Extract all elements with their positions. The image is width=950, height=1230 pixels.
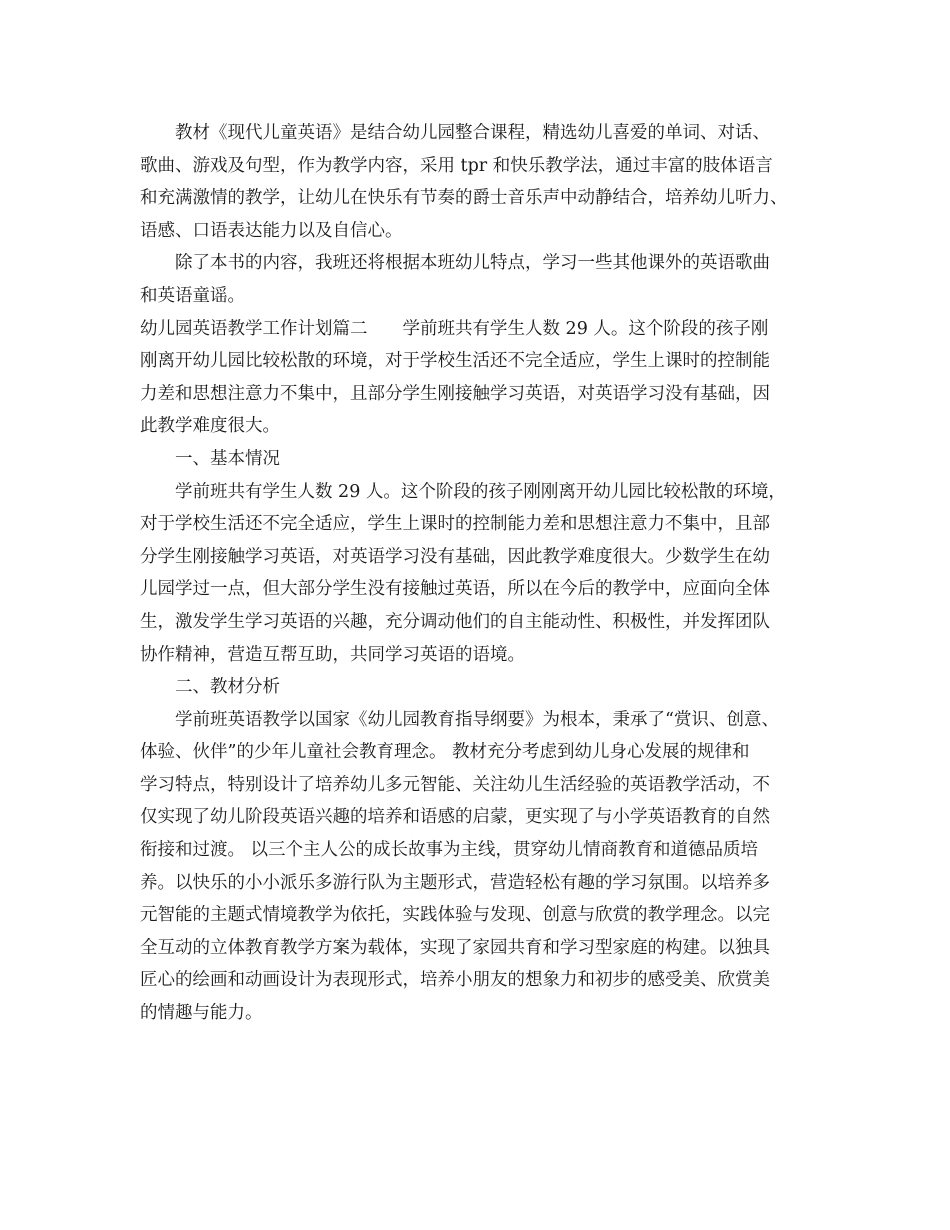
text-line: 语感、口语表达能力以及自信心。 [140, 220, 403, 241]
paragraph-plan-two [140, 313, 830, 443]
text-line: 学前班共有学生人数 29 人。这个阶段的孩子刚刚离开幼儿园比较松散的环境， [175, 481, 786, 502]
text-line: 体验、伙伴”的少年儿童社会教育理念。 教材充分考虑到幼儿身心发展的规律和 [140, 742, 750, 763]
text-line: 协作精神，营造互帮互助，共同学习英语的语境。 [140, 644, 525, 665]
text-line: 全互动的立体教育教学方案为载体，实现了家园共育和学习型家庭的构建。以独具 [140, 937, 770, 958]
text-line: 匠心的绘画和动画设计为表现形式，培养小朋友的想象力和初步的感受美、欣赏美 [140, 970, 770, 991]
paragraph-basic-situation [140, 476, 830, 672]
text-line: 和充满激情的教学，让幼儿在快乐有节奏的爵士音乐声中动静结合，培养幼儿听力、 [140, 188, 788, 209]
heading-textbook-analysis [140, 671, 830, 704]
text-line: 衔接和过渡。 以三个主人公的成长故事为主线，贯穿幼儿情商教育和道德品质培 [140, 840, 759, 861]
section-title: 幼儿园英语教学工作计划篇二 [140, 318, 368, 339]
heading-basic-situation [140, 443, 830, 476]
text-line: 学前班英语教学以国家《幼儿园教育指导纲要》为根本，秉承了“赏识、创意、 [175, 709, 779, 730]
text-line: 养。以快乐的小小派乐多游行队为主题形式，营造轻松有趣的学习氛围。以培养多 [140, 872, 770, 893]
text-line [140, 313, 830, 346]
text-line: 分学生刚接触学习英语，对英语学习没有基础，因此教学难度很大。少数学生在幼 [140, 546, 770, 567]
paragraph-textbook-intro [140, 117, 830, 247]
text-line: 歌曲、游戏及句型，作为教学内容，采用 tpr 和快乐教学法，通过丰富的肢体语言 [140, 155, 773, 176]
heading-text: 一、基本情况 [175, 448, 280, 469]
text-line: 儿园学过一点，但大部分学生没有接触过英语，所以在今后的教学中，应面向全体 [140, 579, 770, 600]
text-line: 此教学难度很大。 [140, 416, 280, 437]
document-body [140, 117, 830, 1030]
text-line: 除了本书的内容，我班还将根据本班幼儿特点，学习一些其他课外的英语歌曲 [175, 253, 770, 274]
text-line: 的情趣与能力。 [140, 1003, 263, 1024]
text-line: 仅实现了幼儿阶段英语兴趣的培养和语感的启蒙，更实现了与小学英语教育的自然 [140, 807, 770, 828]
heading-text: 二、教材分析 [175, 677, 280, 698]
text-line: 力差和思想注意力不集中，且部分学生刚接触学习英语，对英语学习没有基础，因 [140, 383, 770, 404]
paragraph-textbook-analysis [140, 704, 830, 1030]
text-line: 教材《现代儿童英语》是结合幼儿园整合课程，精选幼儿喜爱的单词、对话、 [175, 123, 770, 143]
text-line: 对于学校生活还不完全适应，学生上课时的控制能力差和思想注意力不集中，且部 [140, 514, 770, 535]
text-line: 和英语童谣。 [140, 285, 245, 306]
text-line: 元智能的主题式情境教学为依托，实践体验与发现、创意与欣赏的教学理念。以完 [140, 905, 770, 926]
text-line: 刚离开幼儿园比较松散的环境，对于学校生活还不完全适应，学生上课时的控制能 [140, 351, 770, 372]
text-line: 学习特点，特别设计了培养幼儿多元智能、关注幼儿生活经验的英语教学活动，不 [140, 774, 770, 795]
text-run: 学前班共有学生人数 29 人。这个阶段的孩子刚 [402, 318, 769, 339]
paragraph-extra-content [140, 247, 830, 312]
text-line: 生，激发学生学习英语的兴趣，充分调动他们的自主能动性、积极性，并发挥团队 [140, 611, 770, 632]
